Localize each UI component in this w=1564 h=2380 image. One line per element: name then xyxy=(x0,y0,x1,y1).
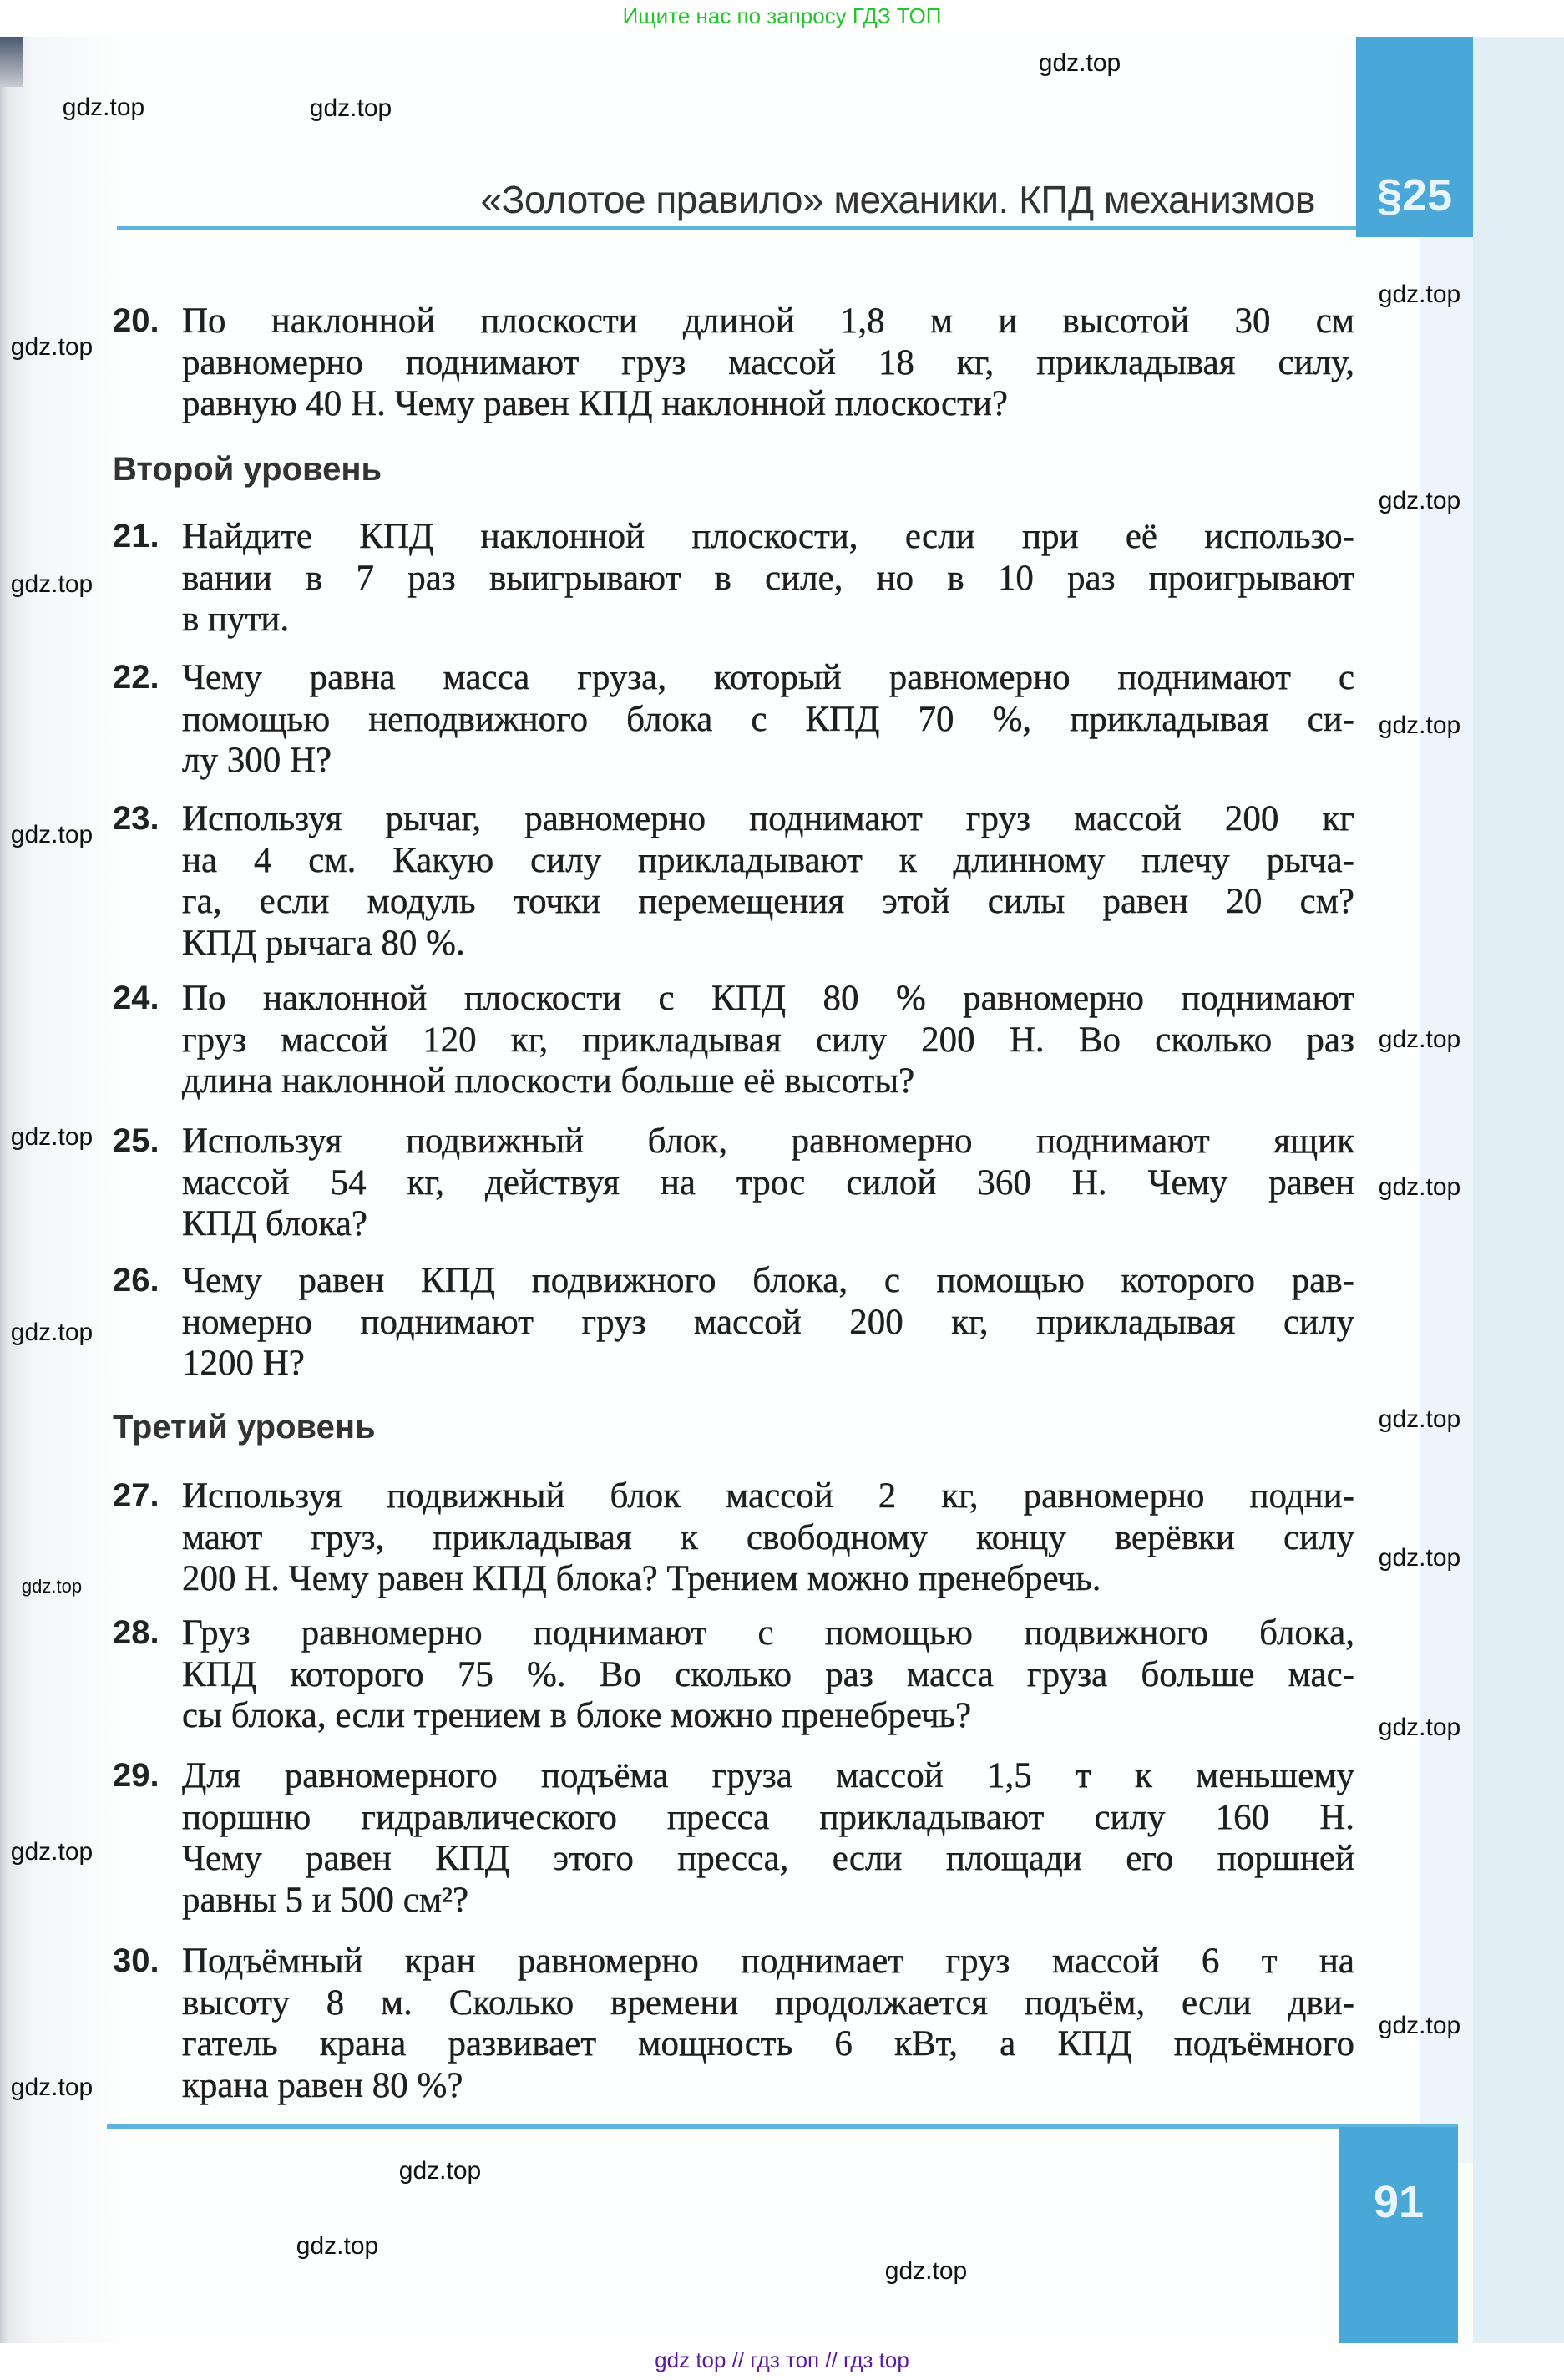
page-edge-strip xyxy=(1473,37,1564,2343)
watermark: gdz.top xyxy=(1378,281,1461,308)
problem-text-line xyxy=(182,1797,1354,1839)
problem-text-line xyxy=(182,1880,1354,1922)
problem-text-line xyxy=(182,798,1354,840)
problem-text-line xyxy=(182,840,1354,882)
watermark: gdz.top xyxy=(884,2257,968,2285)
problem-text-line xyxy=(182,1162,1354,1204)
problem-text: КПД блока? xyxy=(182,1204,367,1244)
problem-text-line xyxy=(182,1343,1354,1385)
top-banner[interactable]: Ищите нас по запросу ГДЗ ТОП xyxy=(0,0,1564,37)
problem-text: в пути. xyxy=(182,600,290,640)
watermark: gdz.top xyxy=(1378,2012,1461,2039)
problem-text-line xyxy=(182,383,1354,425)
problem-number: 28. xyxy=(113,1614,159,1651)
gutter-shadow xyxy=(0,37,23,87)
problem-text: По наклонной плоскости длиной 1,8 м и высотой 30 см xyxy=(182,301,1354,341)
problem-text: помощью неподвижного блока с КПД 70 %, прикладывая си- xyxy=(182,699,1354,739)
problem-text-line xyxy=(182,923,1354,965)
watermark: gdz.top xyxy=(1378,1544,1461,1572)
problem-number: 20. xyxy=(113,302,159,339)
problem-number: 30. xyxy=(113,1942,159,1979)
problem-number: 27. xyxy=(113,1477,159,1514)
level-heading-second: Второй уровень xyxy=(113,451,382,488)
watermark: gdz.top xyxy=(10,2074,94,2101)
problem-text: Груз равномерно поднимают с помощью подвижного блока, xyxy=(182,1613,1354,1653)
problem-text-line xyxy=(182,1613,1354,1654)
problem-text: мают груз, прикладывая к свободному концу верёвки силу xyxy=(182,1517,1354,1557)
problem-text-line xyxy=(182,1476,1354,1517)
problem-text: га, если модуль точки перемещения этой силы равен 20 см? xyxy=(182,882,1354,922)
problem-text-line xyxy=(182,1260,1354,1302)
watermark: gdz.top xyxy=(1038,49,1121,77)
problem-text: гатель крана развивает мощность 6 кВт, а КПД подъёмного xyxy=(182,2024,1354,2064)
watermark: gdz.top xyxy=(1378,1173,1461,1201)
problem-text: Чему равна масса груза, который равномерно поднимают с xyxy=(182,658,1354,697)
problem-text-line xyxy=(182,2065,1354,2107)
problem-text: равную 40 Н. Чему равен КПД наклонной плоскости? xyxy=(182,384,1008,424)
problem-text: вании в 7 раз выигрывают в силе, но в 10 раз проигрывают xyxy=(182,558,1354,598)
textbook-page xyxy=(0,37,1564,2343)
watermark: gdz.top xyxy=(1378,1714,1461,1741)
problem-text-line xyxy=(182,558,1354,600)
problem-text-line xyxy=(182,301,1354,342)
problem-text-line xyxy=(182,657,1354,699)
problem-text: Используя рычаг, равномерно поднимают груз массой 200 кг xyxy=(182,799,1354,838)
problem-text: длина наклонной плоскости больше её высоты? xyxy=(182,1061,915,1101)
watermark: gdz.top xyxy=(62,94,145,121)
level-heading-third: Третий уровень xyxy=(113,1409,376,1446)
problem-text: Чему равен КПД этого пресса, если площади его поршней xyxy=(182,1839,1354,1879)
problem-text-line xyxy=(182,516,1354,558)
problem-text: лу 300 Н? xyxy=(182,741,332,781)
problem-text: равны 5 и 500 см²? xyxy=(182,1881,469,1921)
page-number: 91 xyxy=(1339,2127,1458,2343)
problem-text-line xyxy=(182,1982,1354,2024)
problem-text: КПД рычага 80 %. xyxy=(182,924,465,964)
header-rule xyxy=(117,226,1356,230)
problem-text-line xyxy=(182,1121,1354,1162)
problem-number: 23. xyxy=(113,800,159,837)
problem-text-line xyxy=(182,1302,1354,1344)
watermark: gdz.top xyxy=(10,570,94,598)
footer-links[interactable]: gdz top // гдз топ // гдз top xyxy=(0,2343,1564,2380)
problem-text-line xyxy=(182,342,1354,384)
problem-text: сы блока, если трением в блоке можно пренебречь? xyxy=(182,1696,972,1736)
watermark: gdz.top xyxy=(309,94,392,122)
watermark: gdz.top xyxy=(296,2232,379,2260)
problem-text-line xyxy=(182,1941,1354,1982)
problem-text-line xyxy=(182,740,1354,782)
watermark: gdz.top xyxy=(10,1838,94,1866)
problem-number: 21. xyxy=(113,518,159,554)
problem-number: 24. xyxy=(113,980,159,1016)
problem-text: 200 Н. Чему равен КПД блока? Трением можно пренебречь. xyxy=(182,1559,1101,1599)
problem-text-line xyxy=(182,1838,1354,1880)
problem-text-line xyxy=(182,1654,1354,1696)
watermark: gdz.top xyxy=(398,2157,482,2185)
problem-text-line xyxy=(182,881,1354,923)
watermark: gdz.top xyxy=(1378,1405,1461,1433)
problem-text-line xyxy=(182,1517,1354,1559)
problem-text-line xyxy=(182,978,1354,1020)
problem-text: равномерно поднимают груз массой 18 кг, прикладывая силу, xyxy=(182,342,1354,382)
watermark: gdz.top xyxy=(10,1123,94,1151)
problem-text: поршню гидравлического пресса прикладывают силу 160 Н. xyxy=(182,1797,1354,1837)
problem-text-line xyxy=(182,699,1354,741)
problem-text: массой 54 кг, действуя на трос силой 360 Н. Чему равен xyxy=(182,1162,1354,1203)
problem-text: высоту 8 м. Сколько времени продолжается подъём, если дви- xyxy=(182,1982,1354,2023)
watermark: gdz.top xyxy=(10,333,94,361)
footer-rule xyxy=(107,2124,1458,2129)
section-tab: §25 xyxy=(1356,37,1473,237)
page-gutter xyxy=(0,37,125,2343)
watermark: gdz.top xyxy=(10,821,94,848)
watermark: gdz.top xyxy=(10,1319,94,1346)
problem-text: Чему равен КПД подвижного блока, с помощью которого рав- xyxy=(182,1261,1354,1300)
problem-text-line xyxy=(182,1558,1354,1600)
problem-text: Для равномерного подъёма груза массой 1,5 т к меньшему xyxy=(182,1756,1354,1795)
problem-text-line xyxy=(182,1020,1354,1061)
problem-text: 1200 Н? xyxy=(182,1344,305,1384)
watermark: gdz.top xyxy=(21,1576,83,1597)
problem-text: Подъёмный кран равномерно поднимает груз массой 6 т на xyxy=(182,1942,1354,1981)
problem-text: Найдите КПД наклонной плоскости, если при её использо- xyxy=(182,517,1354,556)
problem-text-line xyxy=(182,2023,1354,2065)
problem-text-line xyxy=(182,1203,1354,1245)
watermark: gdz.top xyxy=(1378,1025,1461,1053)
problem-text: КПД которого 75 %. Во сколько раз масса груза больше мас- xyxy=(182,1654,1354,1694)
problem-number: 25. xyxy=(113,1122,159,1159)
problem-text-line xyxy=(182,1755,1354,1797)
page-title: «Золотое правило» механики. КПД механизмов xyxy=(480,178,1315,221)
problem-text: крана равен 80 %? xyxy=(182,2066,463,2106)
watermark: gdz.top xyxy=(1378,711,1461,739)
problem-text-line xyxy=(182,1061,1354,1102)
problem-text: на 4 см. Какую силу прикладывают к длинному плечу рыча- xyxy=(182,840,1354,880)
problem-text-line xyxy=(182,1695,1354,1737)
problem-number: 26. xyxy=(113,1262,159,1299)
problem-text: Используя подвижный блок, равномерно поднимают ящик xyxy=(182,1122,1354,1161)
problem-text-line xyxy=(182,599,1354,641)
watermark: gdz.top xyxy=(1378,487,1461,514)
problem-number: 29. xyxy=(113,1757,159,1794)
problem-text: Используя подвижный блок массой 2 кг, равномерно подни- xyxy=(182,1476,1354,1516)
problem-number: 22. xyxy=(113,659,159,696)
problem-text: По наклонной плоскости с КПД 80 % равномерно поднимают xyxy=(182,979,1354,1018)
problem-text: груз массой 120 кг, прикладывая силу 200 Н. Во сколько раз xyxy=(182,1020,1354,1060)
problem-text: номерно поднимают груз массой 200 кг, прикладывая силу xyxy=(182,1302,1354,1342)
